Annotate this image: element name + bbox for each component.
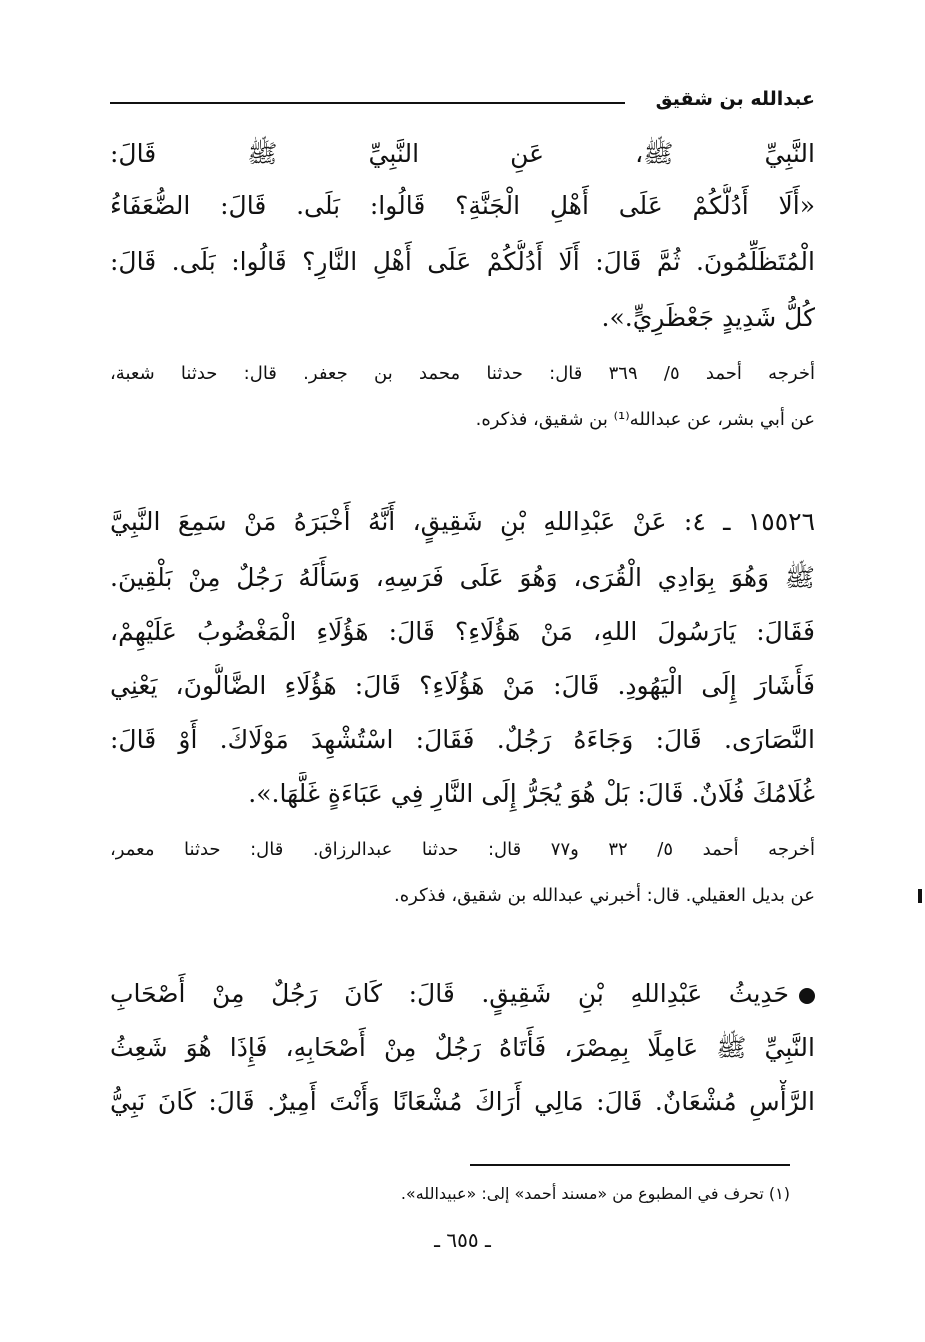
footnote: (١) تحرف في المطبوع من «مسند أحمد» إلى: «عبيدالله». bbox=[400, 1184, 790, 1203]
section1-source-line: عن أبي بشر، عن عبدالله⁽¹⁾ بن شقيق، فذكره. bbox=[475, 409, 815, 430]
section1-line: النَّبِيِّ ﷺ، عَنِ النَّبِيِّ ﷺ قَالَ: bbox=[110, 139, 815, 168]
page-number: ـ ٦٥٥ ـ bbox=[434, 1228, 491, 1252]
running-header bbox=[110, 88, 815, 118]
section1-line: كُلُّ شَدِيدٍ جَعْظَرِيٍّ.». bbox=[601, 303, 815, 332]
section2-line: ﷺ وَهُوَ بِوَادِي الْقُرَى، وَهُوَ عَلَى فَرَسِهِ، وَسَأَلَهُ رَجُلٌ مِنْ بَلْقِينَ. bbox=[110, 563, 815, 592]
section2-source-line: عن بديل العقيلي. قال: أخبرني عبدالله بن شقيق، فذكره. bbox=[393, 885, 815, 906]
section1-line: «أَلَا أَدُلُّكُمْ عَلَى أَهْلِ الْجَنَّةِ؟ قَالُوا: بَلَى. قَالَ: الضُّعَفَاءُ bbox=[110, 191, 815, 220]
section1-line: الْمُتَظَلِّمُونَ. ثُمَّ قَالَ: أَلَا أَدُلُّكُمْ عَلَى أَهْلِ النَّارِ؟ قَالُوا: بَلَى. قَالَ: bbox=[110, 247, 815, 276]
bullet-dot-icon bbox=[799, 988, 815, 1004]
section2-line: غُلَامُكَ فُلَانٌ. قَالَ: بَلْ هُوَ يُجَرُّ إِلَى النَّارِ فِي عَبَاءَةٍ غَلَّهَا.». bbox=[248, 779, 815, 808]
section3-line: الرَّأْسِ مُشْعَانٌ. قَالَ: مَالِي أَرَاكَ مُشْعَانًا وَأَنْتَ أَمِيرٌ. قَالَ: كَانَ نَبِيُّ bbox=[110, 1087, 815, 1116]
section3-line: النَّبِيِّ ﷺ عَامِلًا بِمِصْرَ، فَأَتَاهُ رَجُلٌ مِنْ أَصْحَابِهِ، فَإِذَا هُوَ شَعِثُ bbox=[110, 1033, 815, 1062]
section2-line: فَقَالَ: يَارَسُولَ اللهِ، مَنْ هَؤُلَاءِ؟ قَالَ: هَؤُلَاءِ الْمَغْضُوبُ عَلَيْهِمْ، bbox=[110, 617, 815, 646]
footnote-rule bbox=[470, 1164, 790, 1166]
section2-line: فَأَشَارَ إِلَى الْيَهُودِ. قَالَ: مَنْ هَؤُلَاءِ؟ قَالَ: هَؤُلَاءِ الضَّالُّونَ، يَعْنِي bbox=[110, 671, 815, 700]
section3-line bbox=[110, 972, 815, 1016]
section2-line: ١٥٥٢٦ ـ ٤: عَنْ عَبْدِاللهِ بْنِ شَقِيقٍ، أَنَّهُ أَخْبَرَهُ مَنْ سَمِعَ النَّبِيَّ bbox=[110, 507, 815, 536]
scan-edge-mark bbox=[918, 889, 922, 903]
section1-source-line: أخرجه أحمد ٥/ ٣٦٩ قال: حدثنا محمد بن جعفر. قال: حدثنا شعبة، bbox=[110, 363, 815, 384]
header-title: عبدالله بن شقيق bbox=[655, 88, 815, 110]
section3-line-text: حَدِيثُ عَبْدِاللهِ بْنِ شَقِيقٍ. قَالَ: كَانَ رَجُلٌ مِنْ أَصْحَابِ bbox=[110, 979, 789, 1008]
section2-source-line: أخرجه أحمد ٥/ ٣٢ و٧٧ قال: حدثنا عبدالرزاق. قال: حدثنا معمر، bbox=[110, 839, 815, 860]
header-rule bbox=[110, 102, 625, 104]
section2-line: النَّصَارَى. قَالَ: وَجَاءَهُ رَجُلٌ. فَقَالَ: اسْتُشْهِدَ مَوْلَاكَ. أَوْ قَالَ: bbox=[110, 725, 815, 754]
